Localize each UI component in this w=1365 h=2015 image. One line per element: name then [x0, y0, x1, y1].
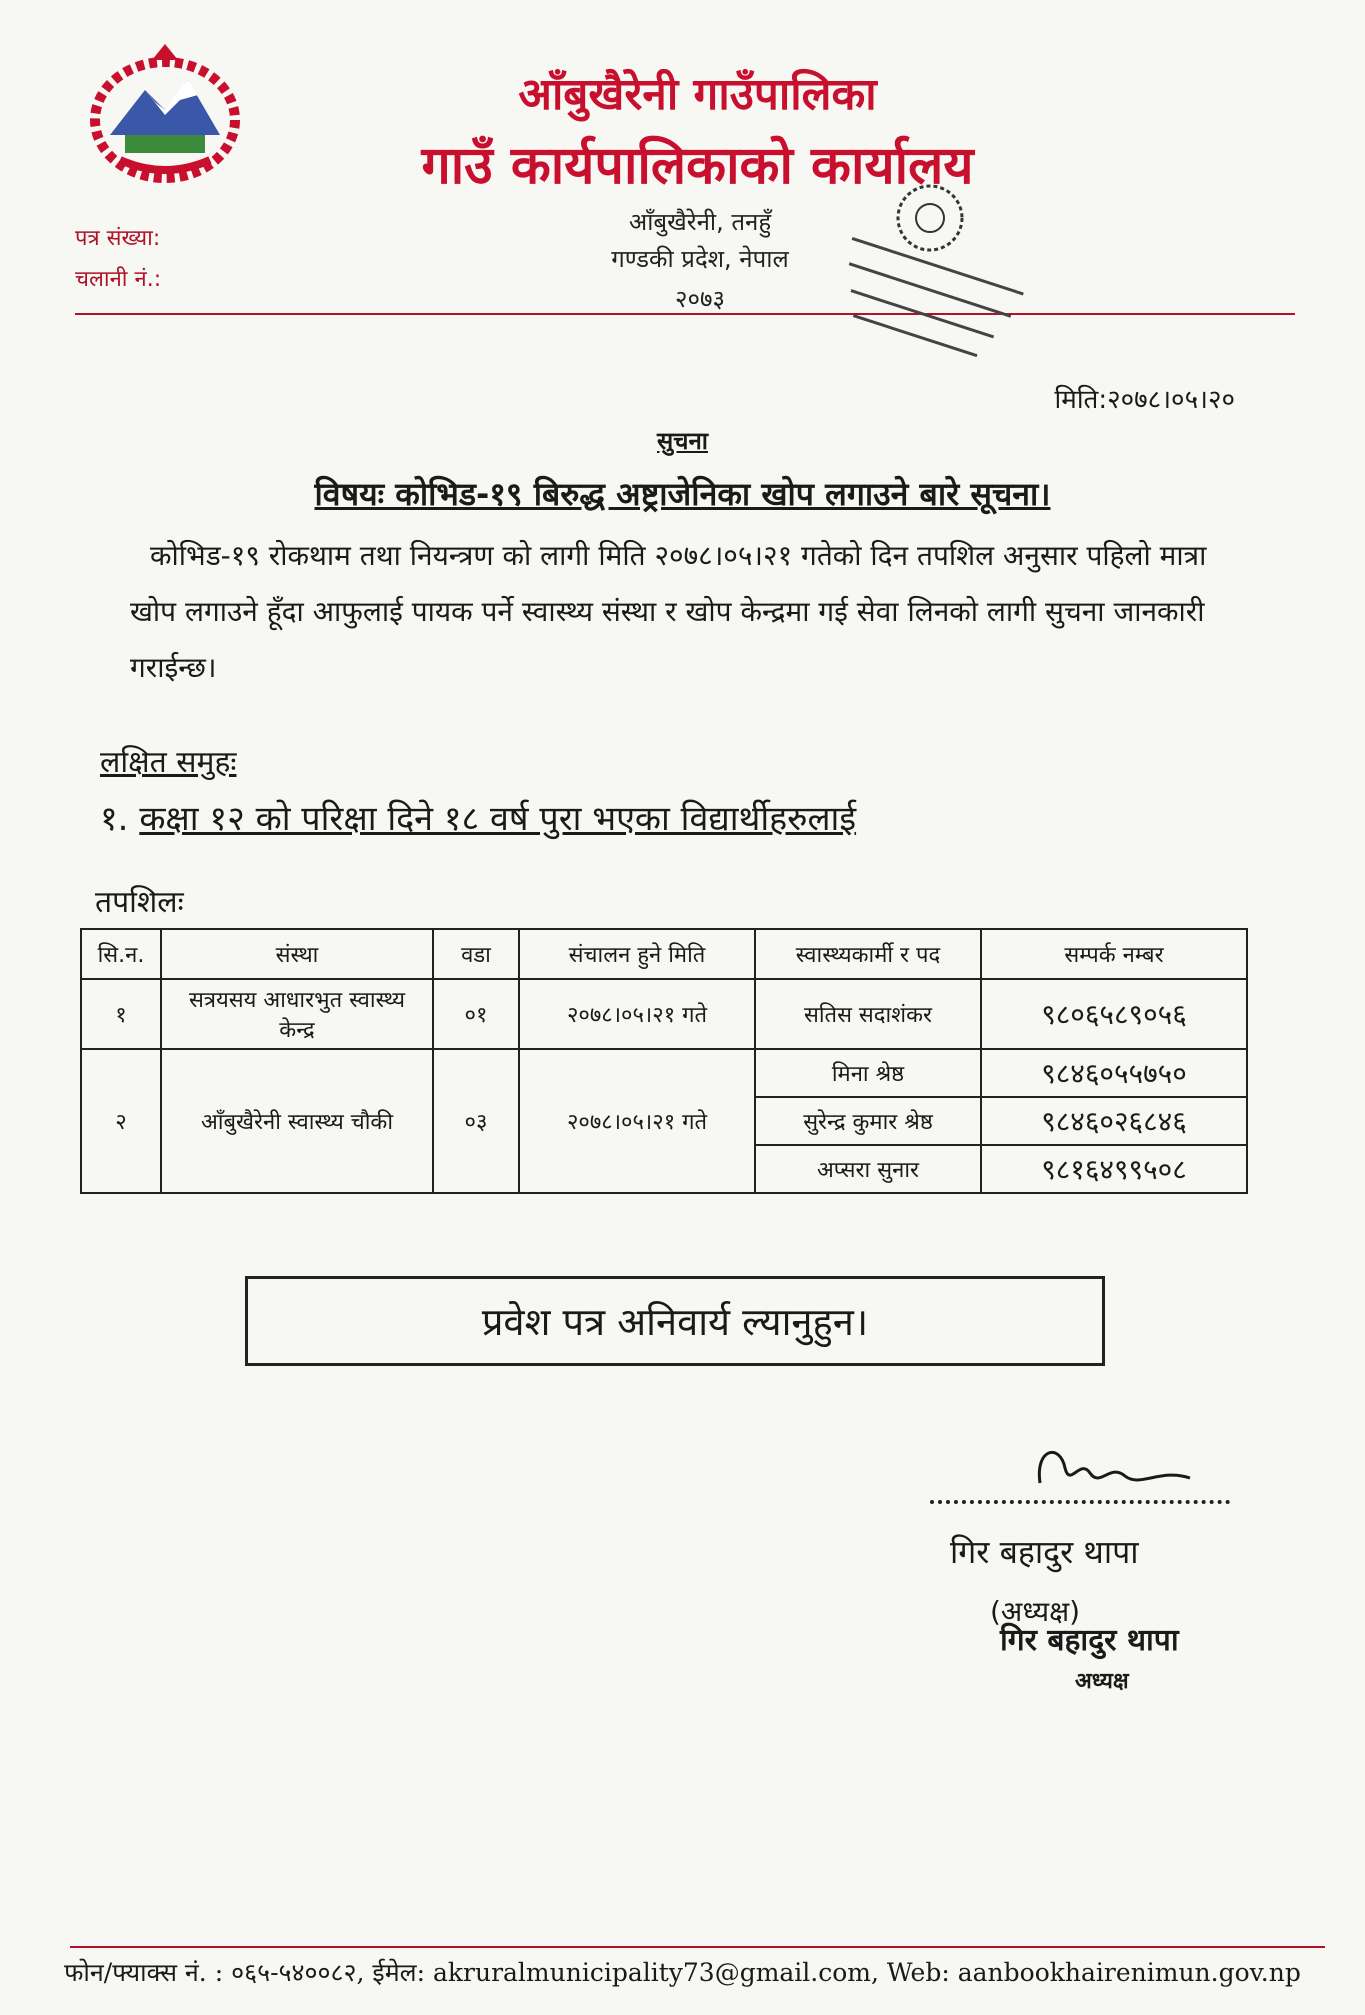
header-date: संचालन हुने मिति — [519, 929, 755, 979]
cell-staff: सुरेन्द्र कुमार श्रेष्ठ — [755, 1097, 981, 1145]
address-line-1: आँबुखैरेनी, तनहुँ — [628, 208, 772, 236]
target-group-item — [100, 794, 856, 840]
seal-name: गिर बहादुर थापा — [1000, 1623, 1179, 1658]
address-line-3: २०७३ — [675, 285, 725, 313]
header-phone: सम्पर्क नम्बर — [981, 929, 1247, 979]
table-row — [81, 979, 1247, 1049]
footer-contact: फोन/फ्याक्स नं. : ०६५-५४००८२, ईमेल: akruralmunicipality73@gmail.com, Web: aanbookhairenimun.gov.np — [64, 1958, 1301, 1987]
header-divider — [75, 313, 1295, 315]
cell-sn: २ — [81, 1049, 161, 1193]
table-header-row — [81, 929, 1247, 979]
cell-date: २०७८।०५।२१ गते — [519, 979, 755, 1049]
schedule-title: तपशिलः — [95, 885, 184, 920]
cell-phone: ९८४६०२६८४६ — [981, 1097, 1247, 1145]
handwritten-signature — [1030, 1438, 1200, 1498]
cell-ward: ०३ — [433, 1049, 519, 1193]
notice-heading: सुचना — [657, 427, 708, 455]
notice-subject: विषयः कोभिड-१९ बिरुद्ध अष्ट्राजेनिका खोप लगाउने बारे सूचना। — [314, 475, 1051, 513]
cell-phone: ९८१६४९९५०८ — [981, 1145, 1247, 1193]
target-group-title: लक्षित समुहः — [100, 745, 237, 780]
footer-divider — [70, 1946, 1325, 1948]
patra-sankhya-label: पत्र संख्या: — [75, 226, 161, 251]
municipality-name: आँबुखैरेनी गाउँपालिका — [518, 69, 877, 120]
office-name: गाउँ कार्यपालिकाको कार्यालय — [421, 136, 974, 196]
header-staff: स्वास्थ्यकार्मी र पद — [755, 929, 981, 979]
signatory-name: गिर बहादुर थापा — [950, 1533, 1139, 1571]
cell-date: २०७८।०५।२१ गते — [519, 1049, 755, 1193]
cell-staff: सतिस सदाशंकर — [755, 979, 981, 1049]
target-item-number: १. — [100, 799, 129, 839]
cell-org: आँबुखैरेनी स्वास्थ्य चौकी — [161, 1049, 433, 1193]
signatory-role: (अध्यक्ष) — [990, 1595, 1081, 1628]
cell-staff: मिना श्रेष्ठ — [755, 1049, 981, 1097]
signature-line — [930, 1500, 1230, 1504]
notice-paragraph: कोभिड-१९ रोकथाम तथा नियन्त्रण को लागी मिति २०७८।०५।२१ गतेको दिन तपशिल अनुसार पहिलो मात्रा खोप लगाउने हूँदा आफुलाई पायक पर्ने स्वास्थ्य संस्था र खोप केन्द्रमा गई सेवा लिनको लागी सुचना जानकारी गराईन्छ। — [130, 539, 1207, 684]
chalani-label: चलानी नं.: — [75, 267, 162, 292]
schedule-table — [80, 928, 1248, 1194]
cell-org: सत्रयसय आधारभुत स्वास्थ्य केन्द्र — [161, 979, 433, 1049]
header-ward: वडा — [433, 929, 519, 979]
target-item-text: कक्षा १२ को परिक्षा दिने १८ वर्ष पुरा भएका विद्यार्थीहरुलाई — [139, 799, 857, 839]
cell-phone: ९८०६५८९०५६ — [981, 979, 1247, 1049]
cell-staff: अप्सरा सुनार — [755, 1145, 981, 1193]
header-sn: सि.न. — [81, 929, 161, 979]
notice-date: मिति:२०७८।०५।२० — [1054, 385, 1235, 415]
seal-role: अध्यक्ष — [1075, 1669, 1129, 1694]
office-stamp — [820, 180, 1040, 360]
header-org: संस्था — [161, 929, 433, 979]
address-line-2: गण्डकी प्रदेश, नेपाल — [611, 245, 789, 273]
admission-note-box: प्रवेश पत्र अनिवार्य ल्यानुहुन। — [245, 1276, 1105, 1366]
cell-phone: ९८४६०५५७५० — [981, 1049, 1247, 1097]
table-row — [81, 1049, 1247, 1097]
cell-ward: ०१ — [433, 979, 519, 1049]
cell-sn: १ — [81, 979, 161, 1049]
